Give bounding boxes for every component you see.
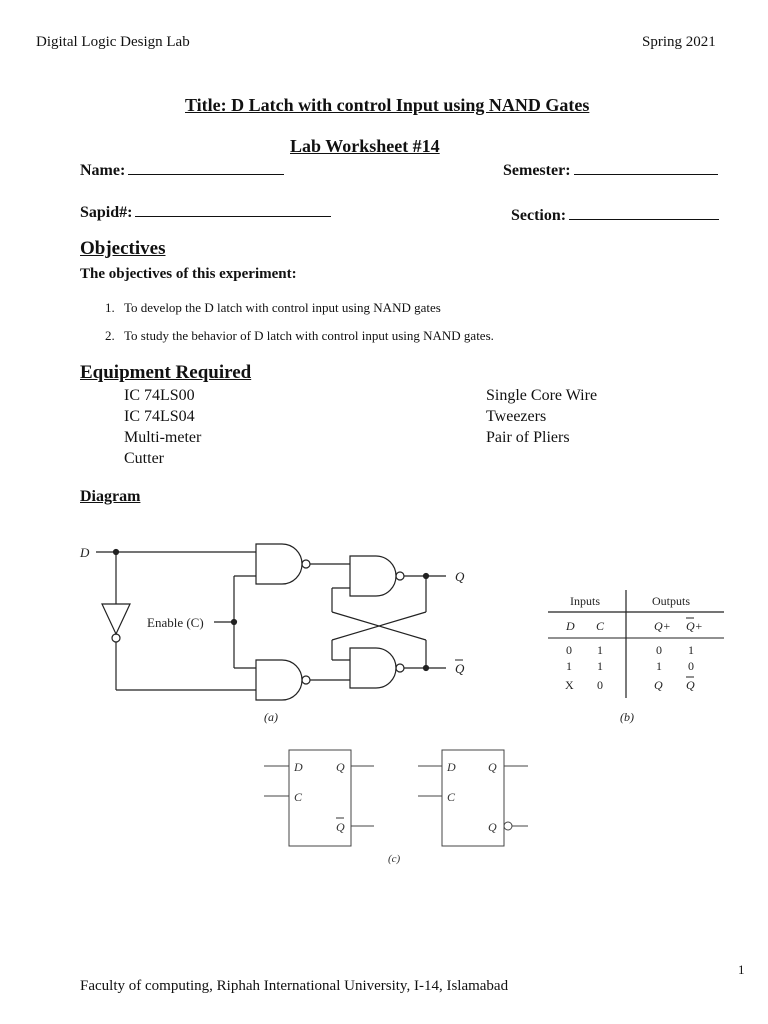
name-label: Name: <box>80 162 126 179</box>
page-number: 1 <box>738 962 745 977</box>
header-term: Spring 2021 <box>642 34 716 50</box>
symbol2-c: C <box>447 790 456 804</box>
truth-table-cell: 0 <box>566 643 572 657</box>
truth-table-cell: X <box>565 678 574 692</box>
sapid-label: Sapid#: <box>80 204 133 221</box>
truth-table-cell: 1 <box>688 643 694 657</box>
equipment-item: IC 74LS04 <box>124 408 195 425</box>
truth-table-cell: 0 <box>656 643 662 657</box>
objectives-heading: Objectives <box>80 238 166 259</box>
nand-gate-2 <box>256 660 302 700</box>
truth-table-col-d: D <box>566 619 575 633</box>
footer-text: Faculty of computing, Riphah International University, I-14, Islamabad <box>80 978 509 994</box>
equipment-item: Single Core Wire <box>486 387 598 404</box>
truth-table-cell: Q <box>686 678 695 692</box>
diagram-heading: Diagram <box>80 488 141 505</box>
symbol2-d: D <box>447 760 456 774</box>
equipment-item: Multi-meter <box>124 429 202 446</box>
truth-table-col-q: Q+ <box>654 619 671 633</box>
symbol1-c: C <box>294 790 303 804</box>
truth-table-cell: 1 <box>597 659 603 673</box>
circuit-enable-label: Enable (C) <box>147 615 204 630</box>
truth-table-cell: 0 <box>597 678 603 692</box>
truth-table-col-qbar: Q+ <box>686 619 703 633</box>
inverter-gate <box>102 604 130 634</box>
equipment-item: Pair of Pliers <box>486 429 570 446</box>
truth-table-inputs-header: Inputs <box>570 594 600 608</box>
truth-table <box>548 590 724 724</box>
equipment-item: Tweezers <box>486 408 547 425</box>
nand-gate-1 <box>256 544 302 584</box>
caption-b: (b) <box>620 710 634 724</box>
circuit-q-label: Q <box>455 569 465 584</box>
nand-gate-4 <box>350 648 396 688</box>
nand-gate-3 <box>350 556 396 596</box>
truth-table-cell: Q <box>654 678 663 692</box>
truth-table-cell: 1 <box>566 659 572 673</box>
symbol1-q: Q <box>336 760 345 774</box>
caption-a: (a) <box>264 710 278 724</box>
header-course: Digital Logic Design Lab <box>36 34 190 50</box>
equipment-item: Cutter <box>124 450 164 467</box>
truth-table-cell: 1 <box>597 643 603 657</box>
caption-c: (c) <box>388 853 401 865</box>
objectives-intro: The objectives of this experiment: <box>80 266 297 282</box>
circuit-qbar-label: Q <box>455 661 465 676</box>
objective-item-2: 2. To study the behavior of D latch with control input using NAND gates. <box>118 328 494 344</box>
equipment-heading: Equipment Required <box>80 362 252 383</box>
semester-label: Semester: <box>503 162 571 179</box>
page-title: Title: D Latch with control Input using NAND Gates <box>185 95 590 115</box>
equipment-item: IC 74LS00 <box>124 387 195 404</box>
circuit-d-label: D <box>80 545 90 560</box>
objective-item-1: 1. To develop the D latch with control input using NAND gates <box>118 300 494 316</box>
symbol1-d: D <box>294 760 303 774</box>
truth-table-col-c: C <box>596 619 605 633</box>
truth-table-cell: 0 <box>688 659 694 673</box>
truth-table-cell: 1 <box>656 659 662 673</box>
section-label: Section: <box>511 207 567 224</box>
symbol1-qbar: Q <box>336 820 345 834</box>
truth-table-outputs-header: Outputs <box>652 594 691 608</box>
symbol2-q: Q <box>488 760 497 774</box>
symbol2-q-inverted: Q <box>488 820 497 834</box>
worksheet-number: Lab Worksheet #14 <box>290 136 440 156</box>
